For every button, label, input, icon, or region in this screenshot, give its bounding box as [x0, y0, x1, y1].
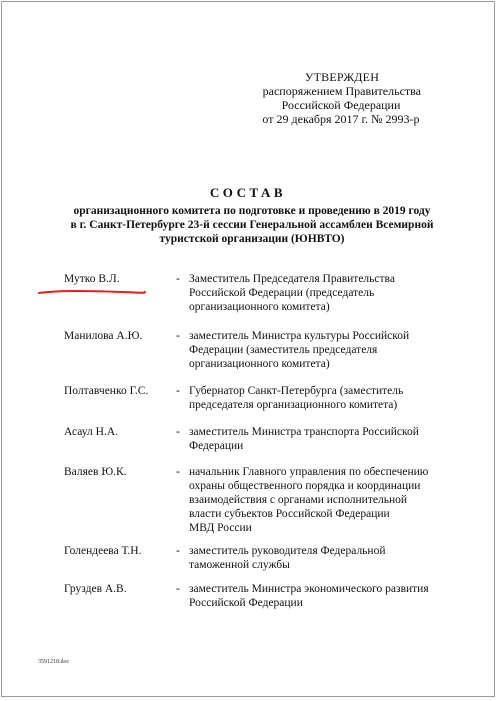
role-line: Федерации (заместитель председателя: [189, 344, 378, 356]
role-line: МВД России: [189, 522, 252, 534]
approval-line: распоряжением Правительства: [262, 84, 421, 98]
member-role: [189, 544, 447, 572]
member-dash: -: [176, 273, 180, 285]
member-role: [189, 384, 447, 412]
role-line: начальник Главного управления по обеспечению: [189, 466, 429, 478]
document-subtitle: [62, 204, 442, 246]
role-line: заместитель руководителя Федеральной: [189, 545, 386, 557]
member-role: [189, 272, 447, 314]
member-role: [189, 582, 447, 610]
approval-block: [201, 70, 421, 126]
member-role: [189, 465, 447, 535]
member-name: Манилова А.Ю.: [64, 330, 143, 342]
member-dash: -: [176, 426, 180, 438]
document-page: [1, 1, 495, 697]
member-dash: -: [176, 330, 180, 342]
role-line: взаимодействия с органами исполнительной: [189, 494, 408, 506]
role-line: Заместитель Председателя Правительства: [189, 273, 395, 285]
member-role: [189, 329, 447, 371]
file-reference: 3591218.doc: [38, 659, 70, 665]
approval-line: Российской Федерации: [281, 98, 401, 112]
role-line: заместитель Министра культуры Российской: [189, 330, 410, 342]
approval-heading: УТВЕРЖДЕН: [304, 70, 380, 84]
role-line: Федерации: [189, 440, 244, 452]
member-dash: -: [176, 385, 180, 397]
red-underline-annotation: [37, 288, 147, 296]
role-line: власти субъектов Российской Федерации: [189, 508, 390, 520]
member-name: Мутко В.Л.: [64, 273, 120, 285]
member-dash: -: [176, 545, 180, 557]
role-line: Российской Федерации (председатель: [189, 287, 375, 299]
role-line: заместитель Министра экономического развития: [189, 583, 429, 595]
role-line: Российской Федерации: [189, 597, 303, 609]
member-name: Полтавченко Г.С.: [64, 385, 149, 397]
member-dash: -: [176, 583, 180, 595]
role-line: охраны общественного порядка и координации: [189, 480, 421, 492]
member-name: Груздев А.В.: [64, 583, 127, 595]
member-name: Валяев Ю.К.: [64, 466, 127, 478]
role-line: таможенной службы: [189, 559, 290, 571]
subtitle-line: организационного комитета по подготовке и проведению в 2019 году: [73, 205, 431, 217]
role-line: заместитель Министра транспорта Российской: [189, 426, 419, 438]
role-line: организационного комитета): [189, 358, 330, 370]
member-name: Асаул Н.А.: [64, 426, 119, 438]
role-line: организационного комитета): [189, 301, 330, 313]
member-dash: -: [176, 466, 180, 478]
subtitle-line: туристской организации (ЮНВТО): [159, 233, 345, 245]
subtitle-line: в г. Санкт-Петербурге 23-й сессии Генеральной ассамблеи Всемирной: [70, 219, 434, 231]
member-name: Голендеева Т.Н.: [64, 545, 142, 557]
role-line: председателя организационного комитета): [189, 399, 398, 411]
approval-line: от 29 декабря 2017 г. № 2993-р: [262, 112, 420, 126]
document-title: СОСТАВ: [209, 185, 287, 200]
role-line: Губернатор Санкт-Петербурга (заместитель: [189, 385, 404, 397]
member-role: [189, 425, 447, 453]
